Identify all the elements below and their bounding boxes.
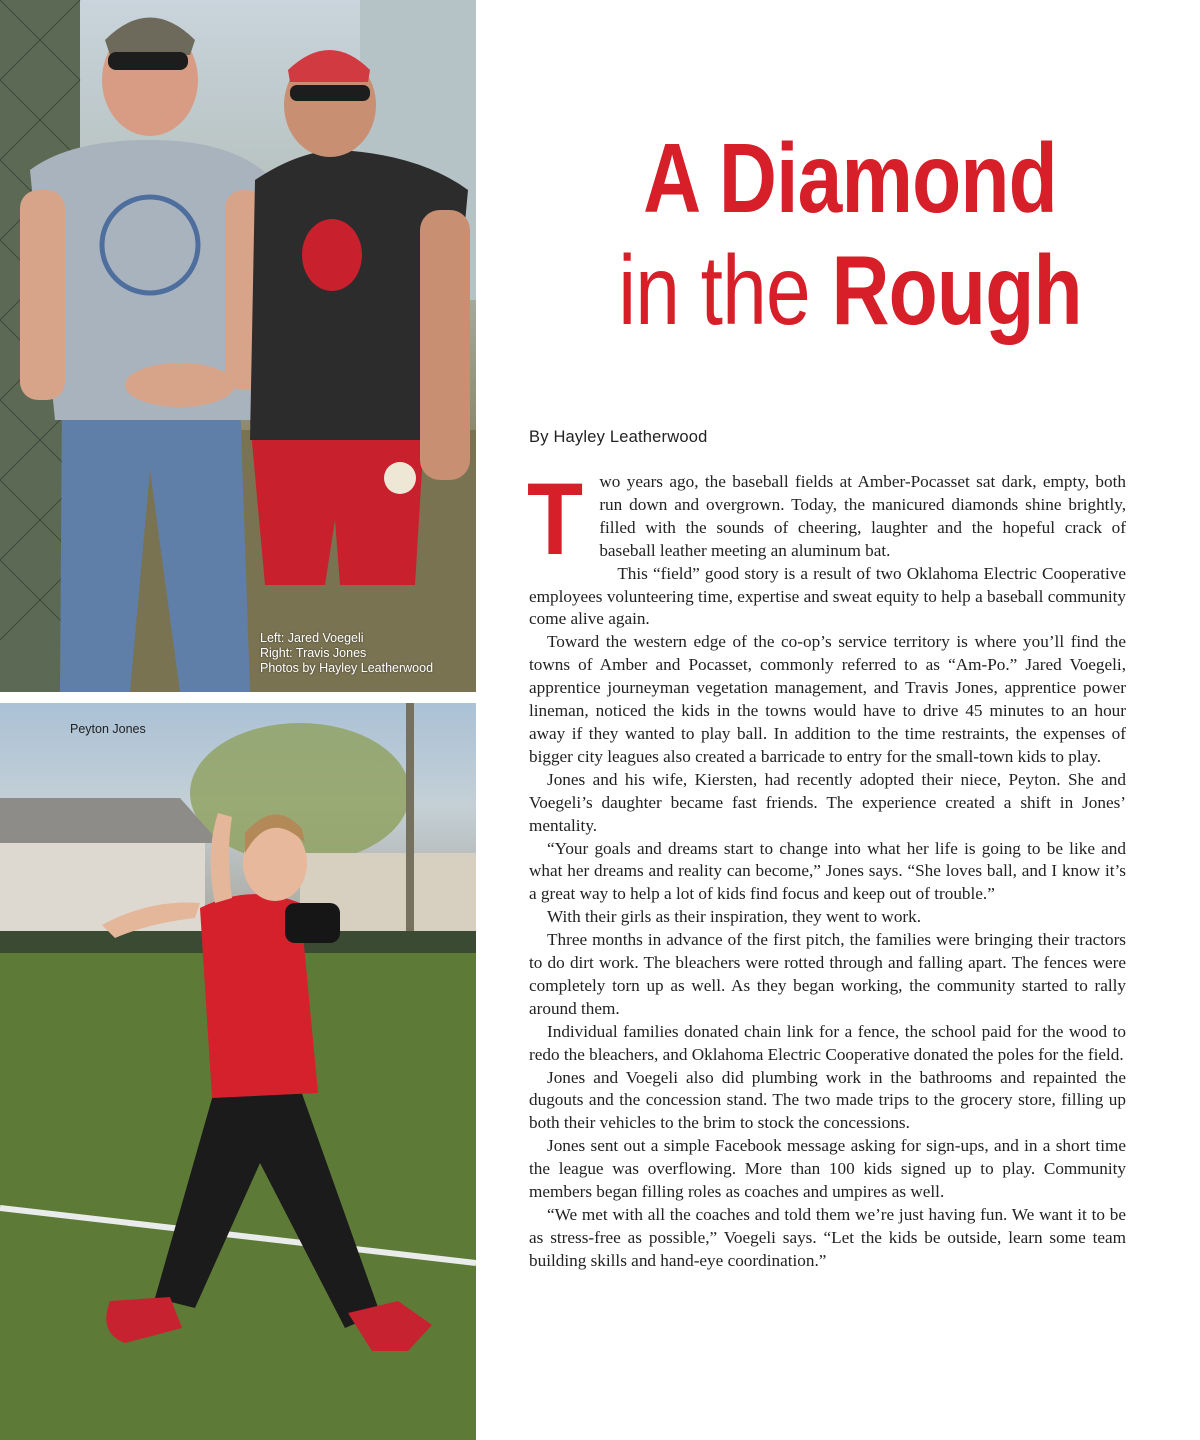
lead-paragraph — [527, 462, 1126, 576]
headline-line-1: A Diamond — [643, 123, 1057, 233]
photo-illustration — [0, 703, 476, 1440]
body-paragraph: “We met with all the coaches and told them we’re just having fun. We want it to be as stress-free as possible,” Voegeli says. “Let the kids be outside, learn some team building skills and hand-eye coordination.” — [529, 1205, 1126, 1270]
body-paragraph: Three months in advance of the first pitch, the families were bringing their tractors to do dirt work. The bleachers were rotted through and falling apart. The fences were completely torn up as well. As they began working, the community started to rally around them. — [529, 930, 1126, 1018]
headline-line-2 — [579, 234, 1120, 346]
photo-peyton-jones — [0, 703, 476, 1440]
photo-caption-bottom: Peyton Jones — [70, 722, 146, 736]
article-headline — [520, 122, 1180, 346]
photo-illustration — [0, 0, 476, 692]
photo-caption-top — [260, 631, 433, 676]
body-paragraph: This “field” good story is a result of two Oklahoma Electric Cooperative employees volunteering time, expertise and sweat equity to help a baseball community come alive again. — [529, 563, 1126, 629]
byline: By Hayley Leatherwood — [529, 428, 708, 446]
body-paragraph: Jones and his wife, Kiersten, had recently adopted their niece, Peyton. She and Voegeli’s daughter became fast friends. The experience created a shift in Jones’ mentality. — [529, 769, 1126, 835]
headline-in-the: in the — [618, 235, 810, 345]
lead-text: wo years ago, the baseball fields at Amber-Pocasset sat dark, empty, both run down and overgrown. Today, the manicured diamonds shine brightly, filled with the sounds of cheering, laughter and the hopeful crack of baseball leather meeting an aluminum bat. — [599, 472, 1126, 560]
caption-line-left-person: Left: Jared Voegeli — [260, 631, 364, 645]
drop-cap: T — [527, 462, 584, 576]
caption-line-right-person: Right: Travis Jones — [260, 646, 367, 660]
article-body — [527, 462, 1126, 1273]
photo-jared-and-travis — [0, 0, 476, 692]
body-paragraph: Toward the western edge of the co-op’s service territory is where you’ll find the towns of Amber and Pocasset, commonly referred to as “Am-Po.” Jared Voegeli, apprentice journeyman vegetation management, and Travis Jones, apprentice power lineman, noticed the kids in the towns would have to drive 45 minutes to an hour away if they wanted to play ball. In addition to the time restraints, the expenses of bigger city leagues also created a barricade to entry for the small-town kids to play. — [529, 632, 1126, 766]
body-paragraph: “Your goals and dreams start to change into what her life is going to be like and what her dreams and reality can become,” Jones says. “She loves ball, and I know it’s a great way to help a lot of kids find focus and keep out of trouble.” — [529, 838, 1126, 904]
caption-line-photo-credit: Photos by Hayley Leatherwood — [260, 661, 434, 675]
body-paragraph: Jones and Voegeli also did plumbing work in the bathrooms and repainted the dugouts and the concession stand. The two made trips to the grocery store, filling up both their vehicles to the brim to stock the concessions. — [529, 1067, 1126, 1133]
body-paragraph: With their girls as their inspiration, they went to work. — [547, 907, 922, 927]
body-paragraph: Jones sent out a simple Facebook message asking for sign-ups, and in a short time the league was overflowing. More than 100 kids signed up to play. Community members began filling roles as coaches and umpires as well. — [529, 1136, 1126, 1202]
body-paragraph: Individual families donated chain link for a fence, the school paid for the wood to redo the bleachers, and Oklahoma Electric Cooperative donated the poles for the field. — [529, 1021, 1126, 1064]
headline-rough: Rough — [831, 235, 1082, 345]
